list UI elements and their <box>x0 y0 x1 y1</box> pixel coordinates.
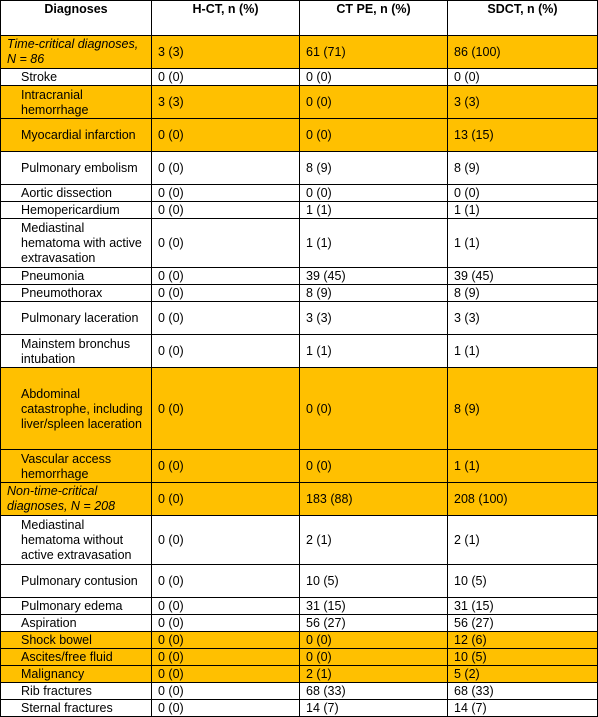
table-row <box>1 86 598 119</box>
diagnosis-cell: Intracranial hemorrhage <box>1 86 152 119</box>
table-row <box>1 649 598 666</box>
sdct-cell: 39 (45) <box>448 268 598 285</box>
table-row <box>1 598 598 615</box>
table-row <box>1 302 598 335</box>
sdct-cell: 56 (27) <box>448 615 598 632</box>
diagnosis-cell: Pulmonary edema <box>1 598 152 615</box>
ctpe-cell: 39 (45) <box>300 268 448 285</box>
ctpe-cell: 0 (0) <box>300 119 448 152</box>
diagnosis-cell: Time-critical diagnoses, N = 86 <box>1 36 152 69</box>
table-row <box>1 152 598 185</box>
hct-cell: 0 (0) <box>152 268 300 285</box>
ctpe-cell: 8 (9) <box>300 152 448 185</box>
ctpe-cell: 2 (1) <box>300 666 448 683</box>
ctpe-cell: 56 (27) <box>300 615 448 632</box>
table-row <box>1 516 598 565</box>
ctpe-cell: 0 (0) <box>300 450 448 483</box>
diagnosis-cell: Non-time-critical diagnoses, N = 208 <box>1 483 152 516</box>
ctpe-cell: 0 (0) <box>300 86 448 119</box>
table-row <box>1 119 598 152</box>
table-row <box>1 219 598 268</box>
ctpe-cell: 183 (88) <box>300 483 448 516</box>
sdct-cell: 1 (1) <box>448 450 598 483</box>
sdct-cell: 3 (3) <box>448 302 598 335</box>
hct-cell: 0 (0) <box>152 700 300 717</box>
ctpe-cell: 0 (0) <box>300 185 448 202</box>
diagnosis-cell: Vascular access hemorrhage <box>1 450 152 483</box>
hct-cell: 0 (0) <box>152 683 300 700</box>
hct-cell: 0 (0) <box>152 483 300 516</box>
ctpe-cell: 8 (9) <box>300 285 448 302</box>
header-diagnoses: Diagnoses <box>1 1 152 36</box>
diagnosis-cell: Pneumonia <box>1 268 152 285</box>
table-row <box>1 683 598 700</box>
hct-cell: 0 (0) <box>152 598 300 615</box>
hct-cell: 0 (0) <box>152 285 300 302</box>
table-row <box>1 565 598 598</box>
hct-cell: 0 (0) <box>152 119 300 152</box>
diagnosis-cell: Ascites/free fluid <box>1 649 152 666</box>
ctpe-cell: 14 (7) <box>300 700 448 717</box>
sdct-cell: 5 (2) <box>448 666 598 683</box>
table-row <box>1 185 598 202</box>
ctpe-cell: 0 (0) <box>300 649 448 666</box>
hct-cell: 0 (0) <box>152 368 300 450</box>
diagnosis-cell: Pulmonary laceration <box>1 302 152 335</box>
hct-cell: 0 (0) <box>152 666 300 683</box>
hct-cell: 0 (0) <box>152 335 300 368</box>
hct-cell: 0 (0) <box>152 69 300 86</box>
table-row <box>1 268 598 285</box>
sdct-cell: 1 (1) <box>448 219 598 268</box>
sdct-cell: 86 (100) <box>448 36 598 69</box>
diagnosis-cell: Shock bowel <box>1 632 152 649</box>
hct-cell: 0 (0) <box>152 219 300 268</box>
sdct-cell: 14 (7) <box>448 700 598 717</box>
diagnosis-cell: Pulmonary embolism <box>1 152 152 185</box>
hct-cell: 3 (3) <box>152 86 300 119</box>
sdct-cell: 0 (0) <box>448 69 598 86</box>
ctpe-cell: 1 (1) <box>300 219 448 268</box>
hct-cell: 0 (0) <box>152 152 300 185</box>
hct-cell: 0 (0) <box>152 632 300 649</box>
diagnosis-cell: Pneumothorax <box>1 285 152 302</box>
sdct-cell: 10 (5) <box>448 565 598 598</box>
diagnosis-cell: Aspiration <box>1 615 152 632</box>
table-row <box>1 368 598 450</box>
table-row <box>1 666 598 683</box>
ctpe-cell: 1 (1) <box>300 335 448 368</box>
diagnosis-cell: Mainstem bronchus intubation <box>1 335 152 368</box>
table-body <box>1 36 598 717</box>
sdct-cell: 12 (6) <box>448 632 598 649</box>
sdct-cell: 2 (1) <box>448 516 598 565</box>
table-row <box>1 69 598 86</box>
table-row <box>1 202 598 219</box>
ctpe-cell: 2 (1) <box>300 516 448 565</box>
ctpe-cell: 68 (33) <box>300 683 448 700</box>
sdct-cell: 10 (5) <box>448 649 598 666</box>
hct-cell: 0 (0) <box>152 615 300 632</box>
section-row <box>1 36 598 69</box>
ctpe-cell: 0 (0) <box>300 69 448 86</box>
sdct-cell: 1 (1) <box>448 202 598 219</box>
diagnosis-cell: Malignancy <box>1 666 152 683</box>
diagnosis-cell: Abdominal catastrophe, including liver/spleen laceration <box>1 368 152 450</box>
ctpe-cell: 61 (71) <box>300 36 448 69</box>
diagnosis-cell: Rib fractures <box>1 683 152 700</box>
ctpe-cell: 1 (1) <box>300 202 448 219</box>
ctpe-cell: 31 (15) <box>300 598 448 615</box>
diagnosis-cell: Mediastinal hematoma without active extravasation <box>1 516 152 565</box>
table-row <box>1 335 598 368</box>
table-row <box>1 285 598 302</box>
diagnosis-cell: Mediastinal hematoma with active extravasation <box>1 219 152 268</box>
table-row <box>1 615 598 632</box>
sdct-cell: 8 (9) <box>448 368 598 450</box>
table-row <box>1 450 598 483</box>
diagnosis-cell: Myocardial infarction <box>1 119 152 152</box>
header-sdct: SDCT, n (%) <box>448 1 598 36</box>
ctpe-cell: 0 (0) <box>300 632 448 649</box>
diagnosis-cell: Hemopericardium <box>1 202 152 219</box>
sdct-cell: 8 (9) <box>448 152 598 185</box>
diagnosis-cell: Sternal fractures <box>1 700 152 717</box>
header-ctpe: CT PE, n (%) <box>300 1 448 36</box>
table-row <box>1 632 598 649</box>
hct-cell: 0 (0) <box>152 516 300 565</box>
sdct-cell: 13 (15) <box>448 119 598 152</box>
ctpe-cell: 10 (5) <box>300 565 448 598</box>
hct-cell: 3 (3) <box>152 36 300 69</box>
sdct-cell: 208 (100) <box>448 483 598 516</box>
sdct-cell: 3 (3) <box>448 86 598 119</box>
diagnosis-cell: Aortic dissection <box>1 185 152 202</box>
ctpe-cell: 0 (0) <box>300 368 448 450</box>
section-row <box>1 483 598 516</box>
header-hct: H-CT, n (%) <box>152 1 300 36</box>
hct-cell: 0 (0) <box>152 565 300 598</box>
diagnosis-cell: Stroke <box>1 69 152 86</box>
hct-cell: 0 (0) <box>152 649 300 666</box>
diagnosis-cell: Pulmonary contusion <box>1 565 152 598</box>
hct-cell: 0 (0) <box>152 185 300 202</box>
sdct-cell: 68 (33) <box>448 683 598 700</box>
sdct-cell: 31 (15) <box>448 598 598 615</box>
sdct-cell: 8 (9) <box>448 285 598 302</box>
header-row <box>1 1 598 36</box>
sdct-cell: 1 (1) <box>448 335 598 368</box>
hct-cell: 0 (0) <box>152 202 300 219</box>
sdct-cell: 0 (0) <box>448 185 598 202</box>
hct-cell: 0 (0) <box>152 450 300 483</box>
ctpe-cell: 3 (3) <box>300 302 448 335</box>
hct-cell: 0 (0) <box>152 302 300 335</box>
